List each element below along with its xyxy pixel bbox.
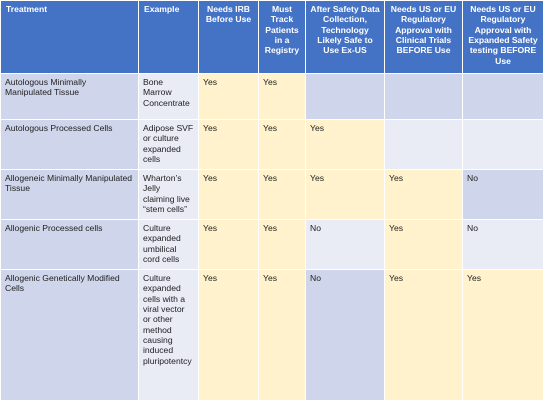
- clinical-trials-cell: [385, 120, 463, 170]
- table-row: [1, 220, 543, 270]
- irb-cell: Yes: [199, 270, 259, 401]
- irb-cell: Yes: [199, 220, 259, 270]
- table-row: [1, 74, 543, 120]
- expanded-safety-cell: No: [463, 220, 543, 270]
- table-row: [1, 120, 543, 170]
- clinical-trials-cell: Yes: [385, 220, 463, 270]
- header-example: Example: [139, 1, 199, 74]
- example-cell: Adipose SVF or culture expanded cells: [139, 120, 199, 170]
- header-treatment: Treatment: [1, 1, 139, 74]
- treatment-cell: Autologous Processed Cells: [1, 120, 139, 170]
- irb-cell: Yes: [199, 120, 259, 170]
- example-cell: Bone Marrow Concentrate: [139, 74, 199, 120]
- header-track-registry: Must Track Patients in a Registry: [259, 1, 306, 74]
- header-expanded-safety: Needs US or EU Regulatory Approval with Expanded Safety testing BEFORE Use: [463, 1, 543, 74]
- header-needs-irb: Needs IRB Before Use: [199, 1, 259, 74]
- irb-cell: Yes: [199, 74, 259, 120]
- table-row: [1, 270, 543, 401]
- treatment-cell: Autologous Minimally Manipulated Tissue: [1, 74, 139, 120]
- expanded-safety-cell: No: [463, 170, 543, 220]
- registry-cell: Yes: [259, 170, 306, 220]
- example-cell: Wharton’s Jelly claiming live “stem cells”: [139, 170, 199, 220]
- safe-ex-us-cell: No: [306, 270, 385, 401]
- header-clinical-trials: Needs US or EU Regulatory Approval with Clinical Trials BEFORE Use: [385, 1, 463, 74]
- safe-ex-us-cell: [306, 74, 385, 120]
- table-row: [1, 170, 543, 220]
- irb-cell: Yes: [199, 170, 259, 220]
- treatment-cell: Allogeneic Minimally Manipulated Tissue: [1, 170, 139, 220]
- safe-ex-us-cell: No: [306, 220, 385, 270]
- clinical-trials-cell: Yes: [385, 170, 463, 220]
- safe-ex-us-cell: Yes: [306, 170, 385, 220]
- header-safe-ex-us: After Safety Data Collection, Technology Likely Safe to Use Ex-US: [306, 1, 385, 74]
- registry-cell: Yes: [259, 220, 306, 270]
- expanded-safety-cell: [463, 120, 543, 170]
- treatment-cell: Allogenic Processed cells: [1, 220, 139, 270]
- registry-cell: Yes: [259, 270, 306, 401]
- clinical-trials-cell: Yes: [385, 270, 463, 401]
- treatment-cell: Allogenic Genetically Modified Cells: [1, 270, 139, 401]
- example-cell: Culture expanded cells with a viral vector or other method causing induced pluripotentcy: [139, 270, 199, 401]
- example-cell: Culture expanded umbilical cord cells: [139, 220, 199, 270]
- safe-ex-us-cell: Yes: [306, 120, 385, 170]
- expanded-safety-cell: [463, 74, 543, 120]
- clinical-trials-cell: [385, 74, 463, 120]
- registry-cell: Yes: [259, 120, 306, 170]
- registry-cell: Yes: [259, 74, 306, 120]
- expanded-safety-cell: Yes: [463, 270, 543, 401]
- header-row: [1, 1, 543, 74]
